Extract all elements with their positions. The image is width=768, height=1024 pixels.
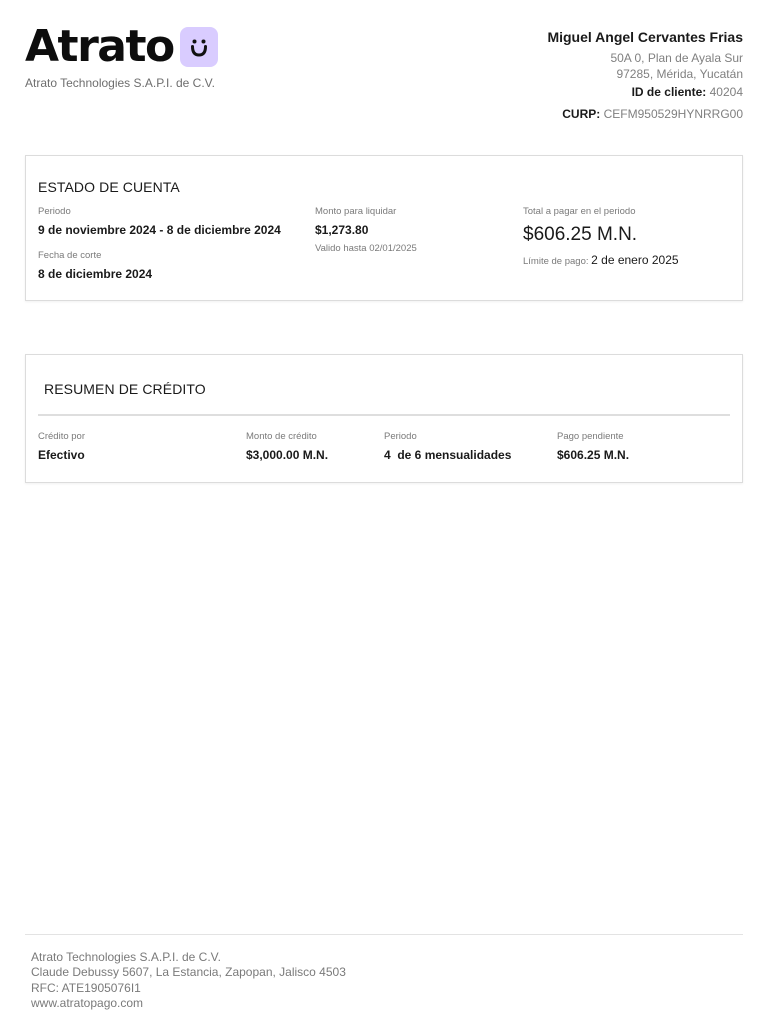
client-info [547,28,743,124]
payoff-label: Monto para liquidar [315,206,397,217]
credit-amount-label: Monto de crédito [246,431,317,442]
cut-date-value: 8 de diciembre 2024 [38,267,153,281]
payoff-valid-until: Valido hasta 02/01/2025 [315,243,417,254]
credit-period-value: 4 de 6 mensualidades [384,448,512,462]
credit-period-label: Periodo [384,431,417,442]
credit-type-label: Crédito por [38,431,85,442]
credit-summary-card [25,354,743,483]
client-address-line2: 97285, Mérida, Yucatán [616,67,743,81]
client-curp-label: CURP: [562,107,601,121]
total-label: Total a pagar en el periodo [523,206,636,217]
smile-icon [180,27,218,67]
statement-card [25,155,743,301]
credit-amount-value: $3,000.00 M.N. [246,448,329,462]
credit-type-value: Efectivo [38,448,85,462]
payoff-value: $1,273.80 [315,223,369,237]
client-id-label: ID de cliente: [631,85,707,99]
cut-date-label: Fecha de corte [38,250,102,261]
footer-address: Claude Debussy 5607, La Estancia, Zapopan, Jalisco 4503 [31,965,346,980]
statement-title: ESTADO DE CUENTA [38,179,180,195]
due-date [523,253,679,267]
company-name: Atrato Technologies S.A.P.I. de C.V. [25,76,215,90]
client-id [547,82,743,102]
due-date-label: Límite de pago: [523,256,589,267]
due-date-value: 2 de enero 2025 [591,253,679,267]
client-address-line1: 50A 0, Plan de Ayala Sur [610,51,743,65]
period-label: Periodo [38,206,71,217]
period-value: 9 de noviembre 2024 - 8 de diciembre 2024 [38,223,281,237]
footer-rfc: RFC: ATE1905076I1 [31,980,141,995]
client-id-value: 40204 [709,85,743,99]
client-curp-value: CEFM950529HYNRRG00 [603,107,743,121]
credit-summary-title: RESUMEN DE CRÉDITO [44,381,206,397]
logo-wordmark: Atrato [25,21,174,72]
footer-website: www.atratopago.com [31,995,144,1010]
pending-payment-value: $606.25 M.N. [557,448,630,462]
divider [38,414,730,416]
client-name: Miguel Angel Cervantes Frias [547,29,743,45]
footer-divider [25,934,743,935]
footer [31,950,346,1011]
pending-payment-label: Pago pendiente [557,431,624,442]
client-curp [547,104,743,124]
logo [25,22,218,72]
footer-company: Atrato Technologies S.A.P.I. de C.V. [31,950,221,964]
total-value: $606.25 M.N. [523,224,638,245]
